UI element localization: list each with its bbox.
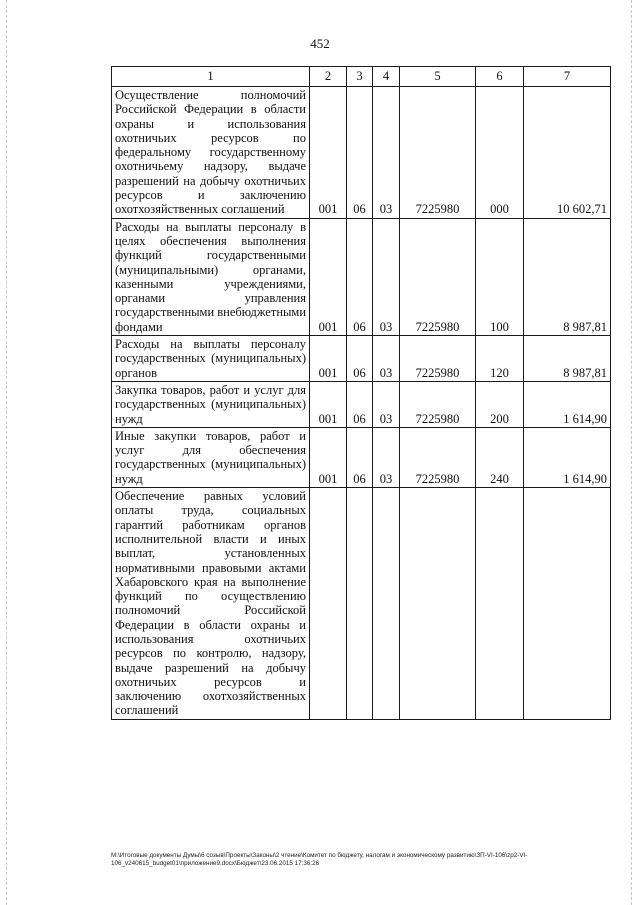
- row-subsection-code: [373, 488, 400, 720]
- row-expense-type: 100: [476, 218, 524, 335]
- header-col-1: 1: [112, 67, 310, 87]
- table-row: [112, 488, 611, 720]
- row-section-code: 06: [347, 87, 373, 219]
- row-amount: 10 602,71: [524, 87, 611, 219]
- row-description: Закупка товаров, работ и услуг для государственных (муниципальных) нужд: [112, 381, 310, 427]
- row-section-code: [347, 488, 373, 720]
- row-subsection-code: 03: [373, 87, 400, 219]
- header-col-4: 4: [373, 67, 400, 87]
- table-row: [112, 336, 611, 382]
- page-number: 452: [310, 36, 330, 51]
- row-section-code: 06: [347, 336, 373, 382]
- table-row: [112, 218, 611, 335]
- row-amount: 1 614,90: [524, 427, 611, 487]
- row-description: Расходы на выплаты персоналу в целях обеспечения выполнения функций государственными (муниципальными) органами, казенными учреждениями, органами управления государственными внебюджетными фондами: [112, 218, 310, 335]
- header-row: [112, 67, 611, 87]
- row-target-article: 7225980: [400, 87, 476, 219]
- row-amount: 8 987,81: [524, 218, 611, 335]
- table-row: [112, 427, 611, 487]
- row-subsection-code: 03: [373, 427, 400, 487]
- row-ministry-code: [310, 488, 347, 720]
- file-path-footer: М:\Итоговые документы Думы\6 созыв\Проекты\Законы\2 чтение\Комитет по бюджету, налогам и экономическому развитию\ЗП-VI-106\zp2-VI-106_v240615_budget01\приложение9.docx\Бюджет\23.06.2015 17:36:26: [111, 852, 528, 867]
- header-col-6: 6: [476, 67, 524, 87]
- row-section-code: 06: [347, 427, 373, 487]
- header-col-5: 5: [400, 67, 476, 87]
- row-expense-type: 000: [476, 87, 524, 219]
- row-section-code: 06: [347, 381, 373, 427]
- row-subsection-code: 03: [373, 381, 400, 427]
- header-col-7: 7: [524, 67, 611, 87]
- row-amount: 1 614,90: [524, 381, 611, 427]
- row-ministry-code: 001: [310, 218, 347, 335]
- row-ministry-code: 001: [310, 381, 347, 427]
- row-subsection-code: 03: [373, 336, 400, 382]
- row-amount: [524, 488, 611, 720]
- row-subsection-code: 03: [373, 218, 400, 335]
- row-expense-type: 200: [476, 381, 524, 427]
- row-expense-type: [476, 488, 524, 720]
- row-ministry-code: 001: [310, 336, 347, 382]
- row-ministry-code: 001: [310, 87, 347, 219]
- row-target-article: 7225980: [400, 218, 476, 335]
- row-ministry-code: 001: [310, 427, 347, 487]
- budget-table: [111, 66, 611, 720]
- row-target-article: [400, 488, 476, 720]
- scan-edge-left: [6, 0, 7, 905]
- row-description: Расходы на выплаты персоналу государственных (муниципальных) органов: [112, 336, 310, 382]
- row-expense-type: 120: [476, 336, 524, 382]
- table-row: [112, 87, 611, 219]
- row-description: Осуществление полномочий Российской Федерации в области охраны и использования охотничьих ресурсов по федеральному государственному охотничьему надзору, выдаче разрешений на добычу охотничьих ресурсов и заключению охотхозяйственных соглашений: [112, 87, 310, 219]
- header-col-2: 2: [310, 67, 347, 87]
- row-description: Иные закупки товаров, работ и услуг для обеспечения государственных (муниципальных) нужд: [112, 427, 310, 487]
- scan-edge-right: [631, 0, 632, 905]
- row-expense-type: 240: [476, 427, 524, 487]
- header-col-3: 3: [347, 67, 373, 87]
- table-row: [112, 381, 611, 427]
- row-description: Обеспечение равных условий оплаты труда, социальных гарантий работникам органов исполнительной власти и иных выплат, установленных нормативными правовыми актами Хабаровского края на выполнение функций по осуществлению полномочий Российской Федерации в области охраны и использования охотничьих ресурсов по контролю, надзору, выдаче разрешений на добычу охотничьих ресурсов и заключению охотхозяйственных соглашений: [112, 488, 310, 720]
- row-amount: 8 987,81: [524, 336, 611, 382]
- row-section-code: 06: [347, 218, 373, 335]
- row-target-article: 7225980: [400, 427, 476, 487]
- row-target-article: 7225980: [400, 381, 476, 427]
- row-target-article: 7225980: [400, 336, 476, 382]
